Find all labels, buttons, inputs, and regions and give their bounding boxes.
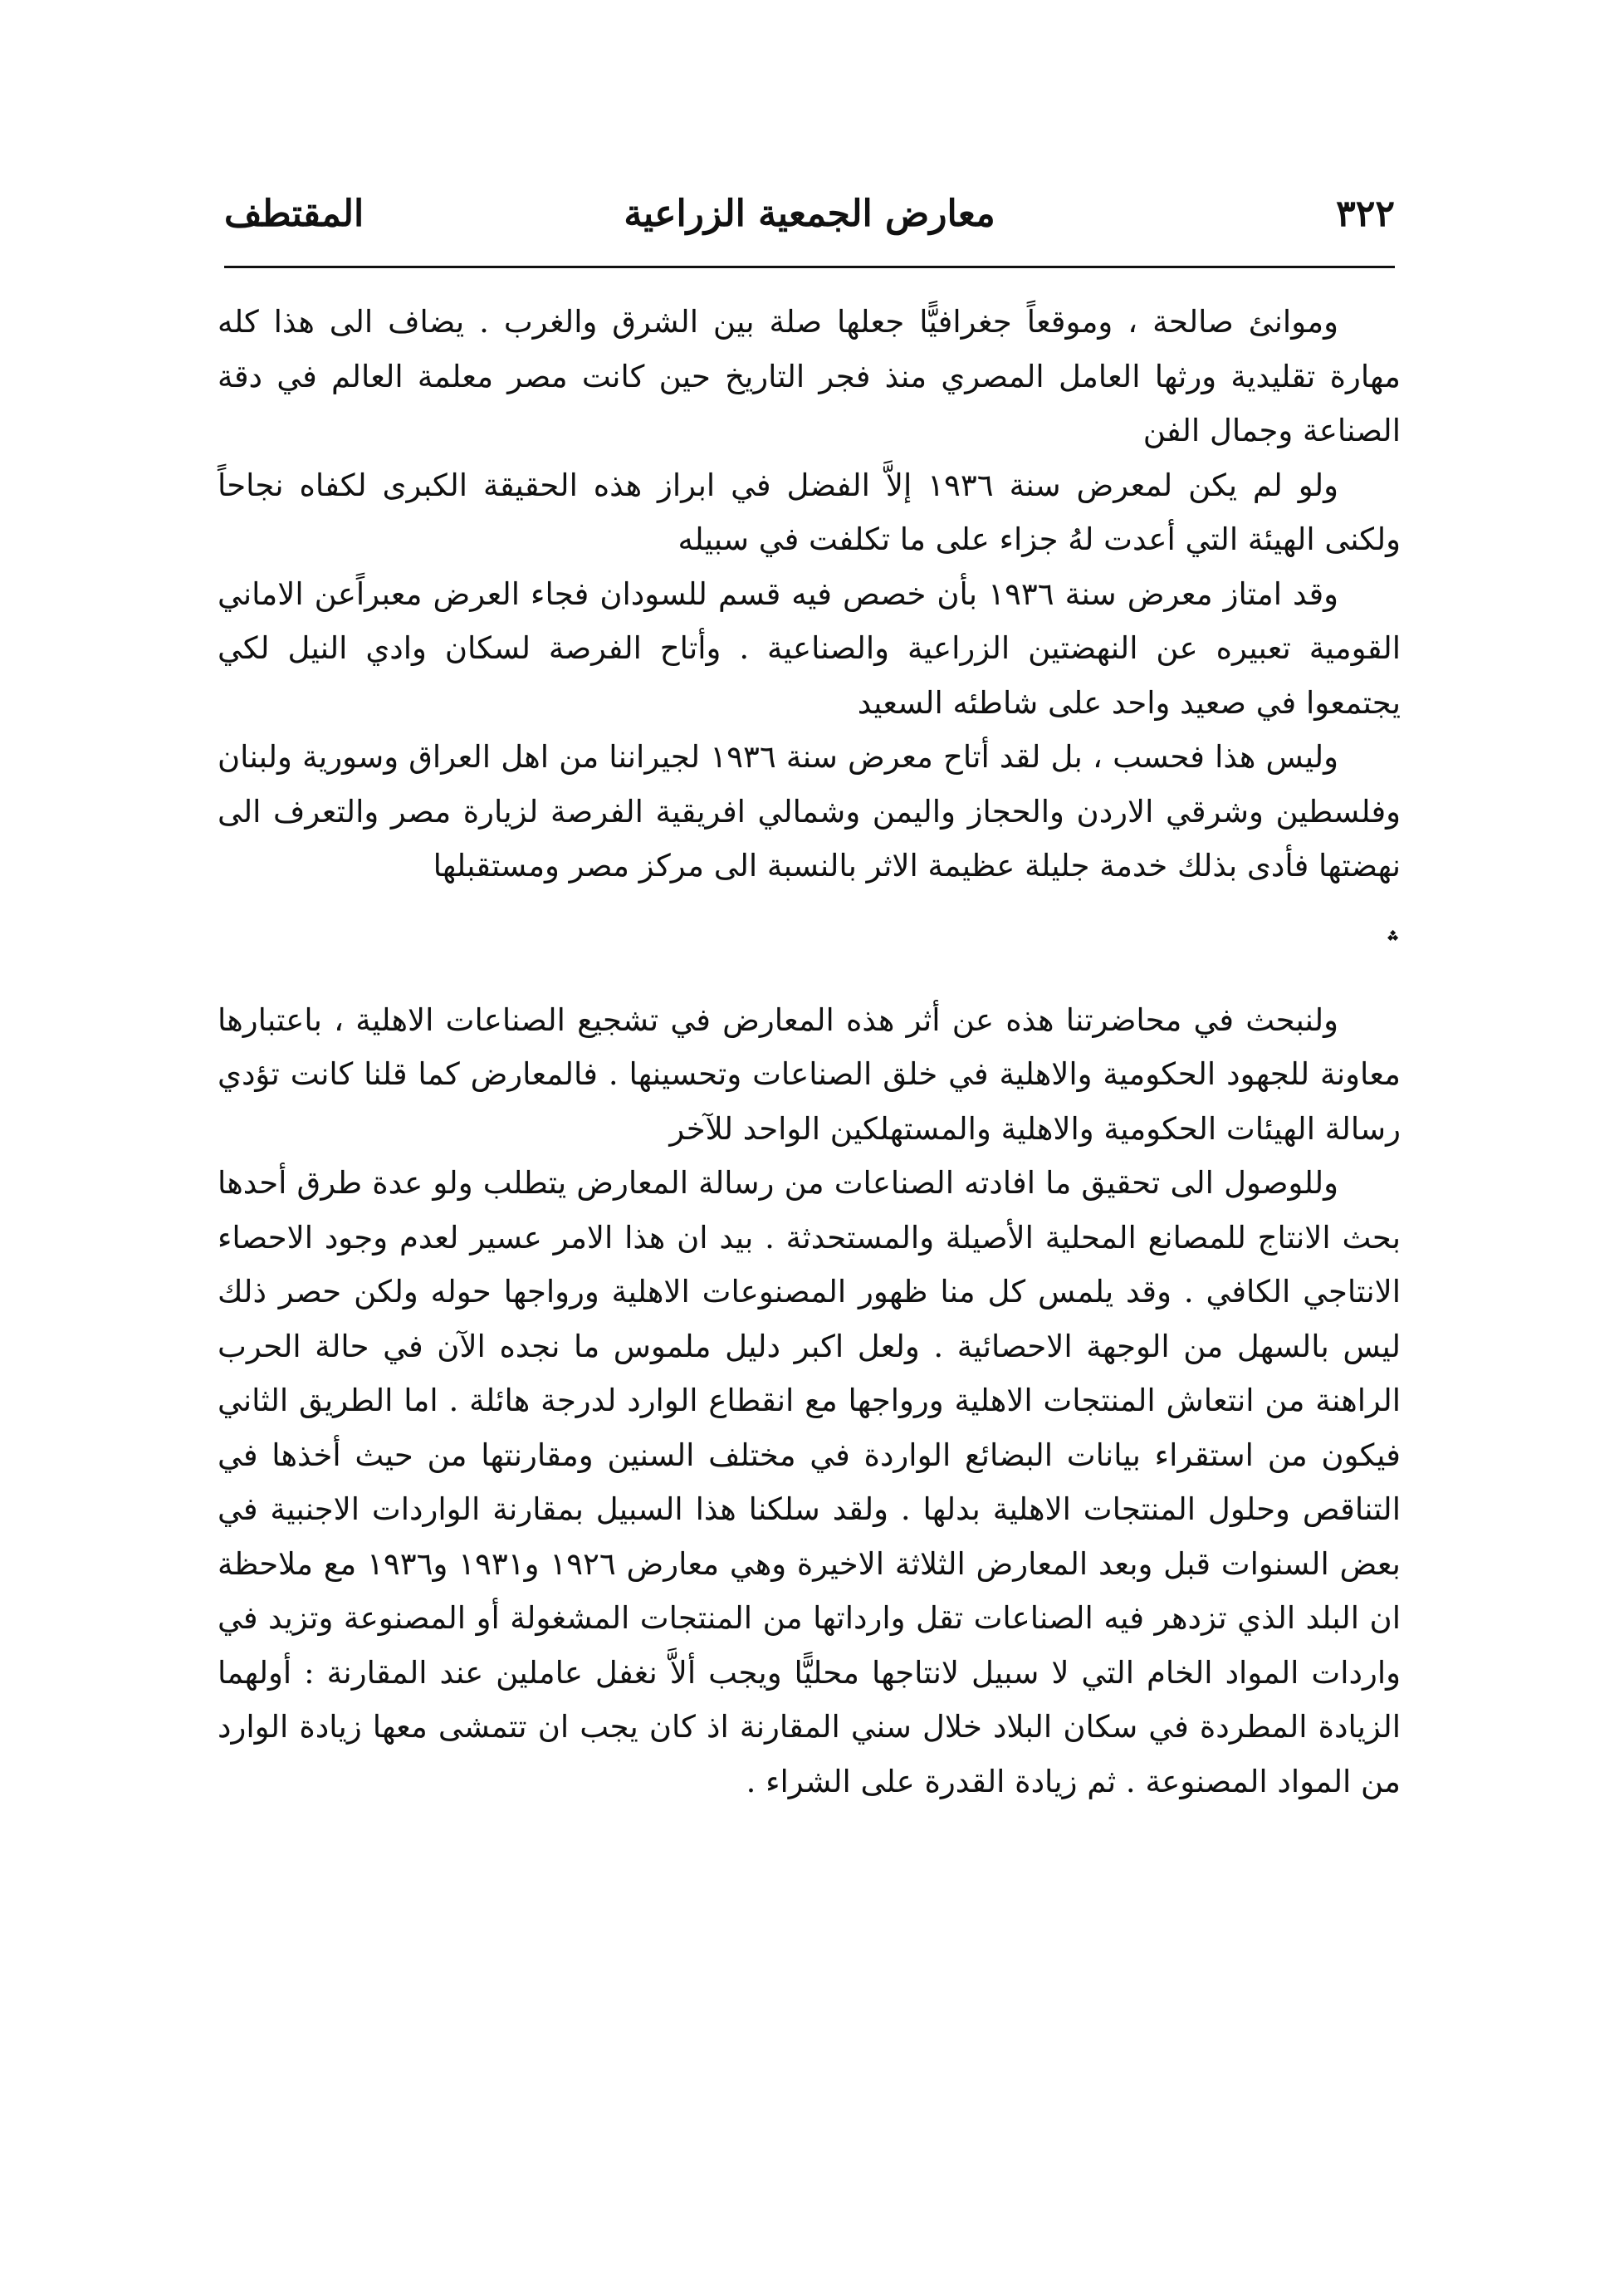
paragraph: وقد امتاز معرض سنة ١٩٣٦ بأن خصص فيه قسم للسودان فجاء العرض معبراًعن الاماني القومية تعبيره عن النهضتين الزراعية والصناعية . وأتاح الفرصة لسكان وادي النيل لكي يجتمعوا في صعيد واحد على شاطئه السعيد	[218, 575, 1401, 721]
section-separator: ؞	[1385, 927, 1401, 959]
header-rule	[224, 266, 1395, 268]
article-body	[218, 295, 1401, 1809]
paragraph: وموانئ صالحة ، وموقعاً جغرافيًّا جعلها صلة بين الشرق والغرب . يضاف الى هذا كله مهارة تقليدية ورثها العامل المصري منذ فجر التاريخ حين كانت مصر معلمة العالم في دقة الصناعة وجمال الفن	[218, 304, 1401, 448]
paragraph: ولو لم يكن لمعرض سنة ١٩٣٦ إلاَّ الفضل في ابراز هذه الحقيقة الكبرى لكفاه نجاحاً ولكنى الهيئة التي أعدت لهُ جزاء على ما تكلفت في سبيله	[218, 467, 1401, 557]
journal-name: المقتطف	[224, 193, 364, 235]
running-header	[224, 189, 1395, 264]
paragraph: وللوصول الى تحقيق ما افادته الصناعات من رسالة المعارض يتطلب ولو عدة طرق أحدها بحث الانتاج للمصانع المحلية الأصيلة والمستحدثة . بيد ان هذا الامر عسير لعدم وجود الاحصاء الانتاجي الكافي . وقد يلمس كل منا ظهور المصنوعات الاهلية ورواجها حوله ولكن حصر ذلك ليس بالسهل من الوجهة الاحصائية . ولعل اكبر دليل ملموس ما نجده الآن في حالة الحرب الراهنة من انتعاش المنتجات الاهلية ورواجها مع انقطاع الوارد لدرجة هائلة . اما الطريق الثاني فيكون من استقراء بيانات البضائع الواردة في مختلف السنين ومقارنتها من حيث أخذها في التناقص وحلول المنتجات الاهلية بدلها . ولقد سلكنا هذا السبيل بمقارنة الواردات الاجنبية في بعض السنوات قبل وبعد المعارض الثلاثة الاخيرة وهي معارض ١٩٢٦ و١٩٣١ و١٩٣٦ مع ملاحظة ان البلد الذي تزدهر فيه الصناعات تقل وارداتها من المنتجات المشغولة أو المصنوعة وتزيد في واردات المواد الخام التي لا سبيل لانتاجها محليًّا ويجب ألاَّ نغفل عاملين عند المقارنة : أولهما الزيادة المطردة في سكان البلاد خلال سني المقارنة اذ كان يجب ان تتمشى معها زيادة الوارد من المواد المصنوعة . ثم زيادة القدرة على الشراء .	[218, 1165, 1401, 1799]
paragraph: ولنبحث في محاضرتنا هذه عن أثر هذه المعارض في تشجيع الصناعات الاهلية ، باعتبارها معاونة للجهود الحكومية والاهلية في خلق الصناعات وتحسينها . فالمعارض كما قلنا كانت تؤدي رسالة الهيئات الحكومية والاهلية والمستهلكين الواحد للآخر	[218, 1001, 1401, 1147]
paragraph: وليس هذا فحسب ، بل لقد أتاح معرض سنة ١٩٣٦ لجيراننا من اهل العراق وسورية ولبنان وفلسطين وشرقي الاردن والحجاز واليمن وشمالي افريقية الفرصة لزيارة مصر والتعرف الى نهضتها فأدى بذلك خدمة جليلة عظيمة الاثر بالنسبة الى مركز مصر ومستقبلها	[218, 739, 1401, 884]
page-number: ٣٢٢	[1336, 193, 1395, 235]
running-title: معارض الجمعية الزراعية	[624, 193, 995, 235]
